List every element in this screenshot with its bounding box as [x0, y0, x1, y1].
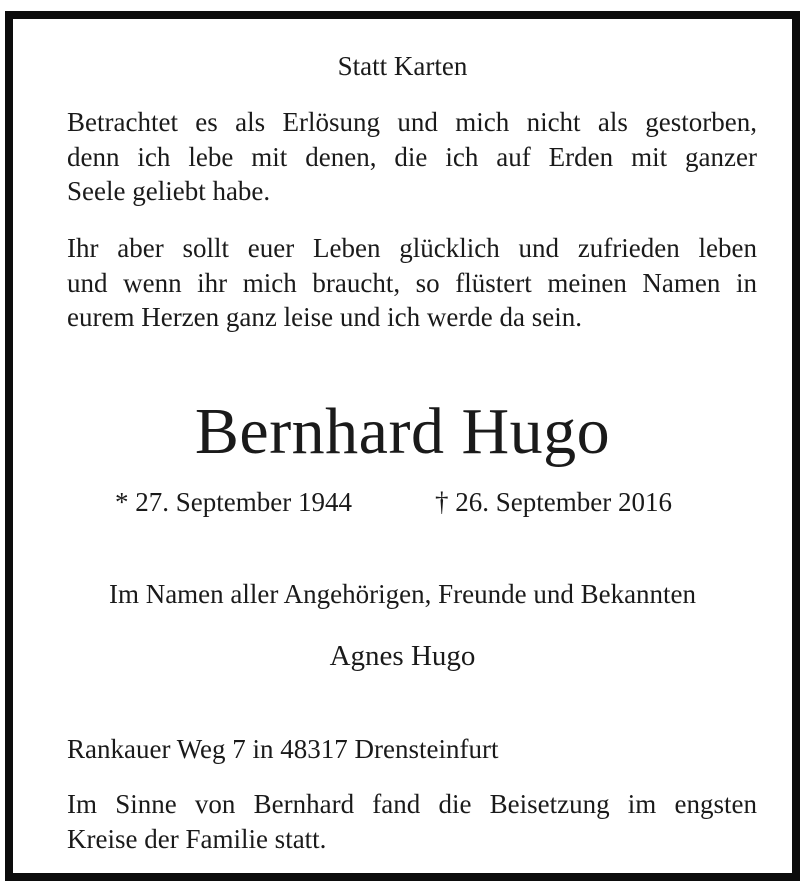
deceased-name: Bernhard Hugo	[194, 395, 611, 468]
quote-line: eurem Herzen ganz leise und ich werde da sein.	[67, 302, 583, 332]
address-text: Rankauer Weg 7 in 48317 Drensteinfurt	[67, 734, 499, 764]
quote-line: Betrachtet es als Erlösung und mich nicht als gestorben,	[67, 107, 757, 137]
quote-line: Seele geliebt habe.	[67, 176, 271, 206]
quote-paragraph-1	[67, 105, 757, 209]
quote-line: Ihr aber sollt euer Leben glücklich und zufrieden leben	[67, 233, 757, 263]
obituary-notice	[5, 11, 800, 881]
closing-line: Kreise der Familie statt.	[67, 823, 327, 854]
quote-line: denn ich lebe mit denen, die ich auf Erden mit ganzer	[67, 141, 757, 172]
birth-date: * 27. September 1944	[115, 487, 352, 517]
death-date: † 26. September 2016	[435, 487, 672, 517]
mourners-line: Im Namen aller Angehörigen, Freunde und Bekannten	[108, 579, 697, 609]
closing-paragraph	[67, 787, 757, 856]
quote-line: und wenn ihr mich braucht, so flüstert meinen Namen in	[67, 267, 757, 298]
header-text: Statt Karten	[337, 51, 468, 81]
closing-line: Im Sinne von Bernhard fand die Beisetzung im engsten	[67, 789, 757, 819]
quote-paragraph-2	[67, 231, 757, 335]
signer-name: Agnes Hugo	[329, 640, 476, 672]
